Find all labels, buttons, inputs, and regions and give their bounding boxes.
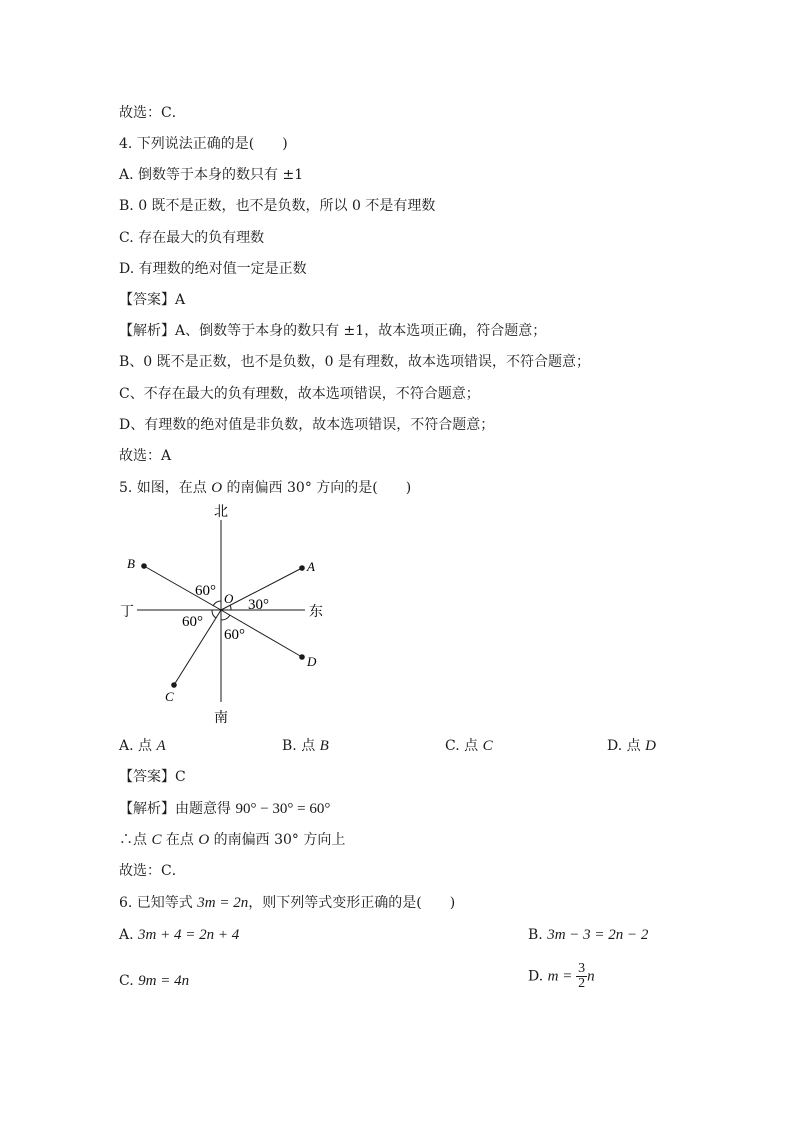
q5-option-c-point: C (482, 738, 493, 754)
q6-option-a-equation: 3m + 4 = 2n + 4 (138, 927, 240, 943)
q5-option-d-prefix: D. 点 (607, 738, 646, 754)
q5-therefore: ∴点 (119, 832, 152, 848)
question-6-stem (119, 894, 455, 912)
q6-option-c-prefix: C. (119, 973, 139, 989)
question-4-option-d: D. 有理数的绝对值一定是正数 (119, 261, 307, 277)
q6-option-b-equation: 3m − 3 = 2n − 2 (547, 927, 649, 943)
angle-label-wc: 60° (182, 614, 203, 630)
q6-option-c-equation: 9m = 4n (138, 973, 190, 989)
angle-arc-sd (221, 615, 230, 620)
label-point-d: D (307, 654, 317, 669)
point-d-dot (299, 654, 305, 660)
q6-stem-post: ，则下列等式变形正确的是( ) (248, 895, 456, 911)
label-point-a: A (307, 559, 315, 574)
q6-option-d-fraction (576, 962, 587, 991)
label-west: 丁 (120, 604, 134, 620)
point-a-dot (299, 565, 305, 571)
q6-option-d-lhs: m = (547, 968, 577, 985)
question-4-selection: 故选：A (119, 448, 172, 464)
q5-option-b-prefix: B. 点 (282, 738, 320, 754)
question-5-answer: 【答案】C (119, 769, 186, 785)
q5-stem-point-o: O (211, 480, 223, 496)
q5-stem-post: 的南偏西 30° 方向的是( ) (222, 480, 412, 496)
label-east: 东 (309, 604, 323, 620)
q6-option-d-variable: n (587, 968, 595, 985)
question-5-option-c (445, 737, 493, 755)
label-south: 南 (214, 710, 228, 725)
question-4-option-c: C. 存在最大的负有理数 (119, 230, 265, 246)
question-4-analysis-1: 【解析】A、倒数等于本身的数只有 ±1，故本选项正确，符合题意； (119, 323, 547, 339)
question-5-option-d (607, 737, 656, 755)
q6-option-d-prefix: D. (528, 968, 548, 985)
question-5-option-a (119, 737, 166, 755)
question-4-analysis-4: D、有理数的绝对值是非负数，故本选项错误，不符合题意； (119, 417, 495, 433)
question-6-option-d (528, 962, 595, 991)
q5-point-o: O (198, 832, 210, 848)
direction-diagram (115, 500, 345, 725)
question-5-stem (119, 479, 411, 497)
question-4-analysis-2: B、0 既不是正数，也不是负数，0 是有理数，故本选项错误，不符合题意； (119, 354, 591, 370)
label-point-c: C (165, 689, 174, 704)
label-point-b: B (127, 556, 135, 571)
question-6-option-c (119, 972, 189, 990)
q6-stem-pre: 6. 已知等式 (119, 895, 198, 911)
q5-option-b-point: B (319, 738, 329, 754)
question-5-selection: 故选：C． (119, 863, 186, 879)
q5-option-c-prefix: C. 点 (445, 738, 483, 754)
question-4-analysis-3: C、不存在最大的负有理数，故本选项错误，不符合题意； (119, 386, 480, 402)
question-4-option-b: B. 0 既不是正数，也不是负数，所以 0 不是有理数 (119, 198, 436, 214)
angle-label-sd: 60° (224, 627, 245, 643)
question-4-answer: 【答案】A (119, 292, 186, 308)
question-6-option-a (119, 926, 239, 944)
q5-point-c: C (151, 832, 162, 848)
fraction-numerator: 3 (578, 961, 586, 976)
q6-option-a-prefix: A. (119, 927, 139, 943)
prev-answer-selection: 故选：C． (119, 105, 186, 121)
label-origin-o: O (224, 591, 234, 606)
question-5-option-b (282, 737, 329, 755)
question-5-analysis-1 (119, 800, 330, 818)
point-b-dot (141, 563, 147, 569)
point-c-dot (171, 682, 177, 688)
angle-label-ae: 30° (248, 597, 269, 613)
angle-label-bn: 60° (195, 583, 216, 599)
fraction-denominator: 2 (578, 976, 586, 991)
q5-direction: 的南偏西 30° 方向上 (209, 832, 346, 848)
q5-at-point: 在点 (161, 832, 199, 848)
q5-stem-pre: 5. 如图，在点 (119, 480, 212, 496)
question-6-option-b (528, 926, 648, 944)
label-north: 北 (214, 504, 228, 520)
q6-option-b-prefix: B. (528, 927, 548, 943)
q5-option-d-point: D (645, 738, 656, 754)
angle-arc-bn (213, 601, 221, 606)
q5-option-a-prefix: A. 点 (119, 738, 157, 754)
angle-arc-wc (212, 610, 216, 618)
q5-option-a-point: A (156, 738, 166, 754)
q5-analysis-prefix: 【解析】由题意得 (119, 801, 236, 817)
question-4-option-a: A. 倒数等于本身的数只有 ±1 (119, 167, 304, 183)
q6-stem-equation: 3m = 2n (197, 895, 249, 911)
question-4-stem: 4. 下列说法正确的是( ) (119, 136, 288, 152)
question-5-analysis-2 (119, 831, 345, 849)
q5-analysis-expression: 90° − 30° = 60° (235, 801, 331, 817)
